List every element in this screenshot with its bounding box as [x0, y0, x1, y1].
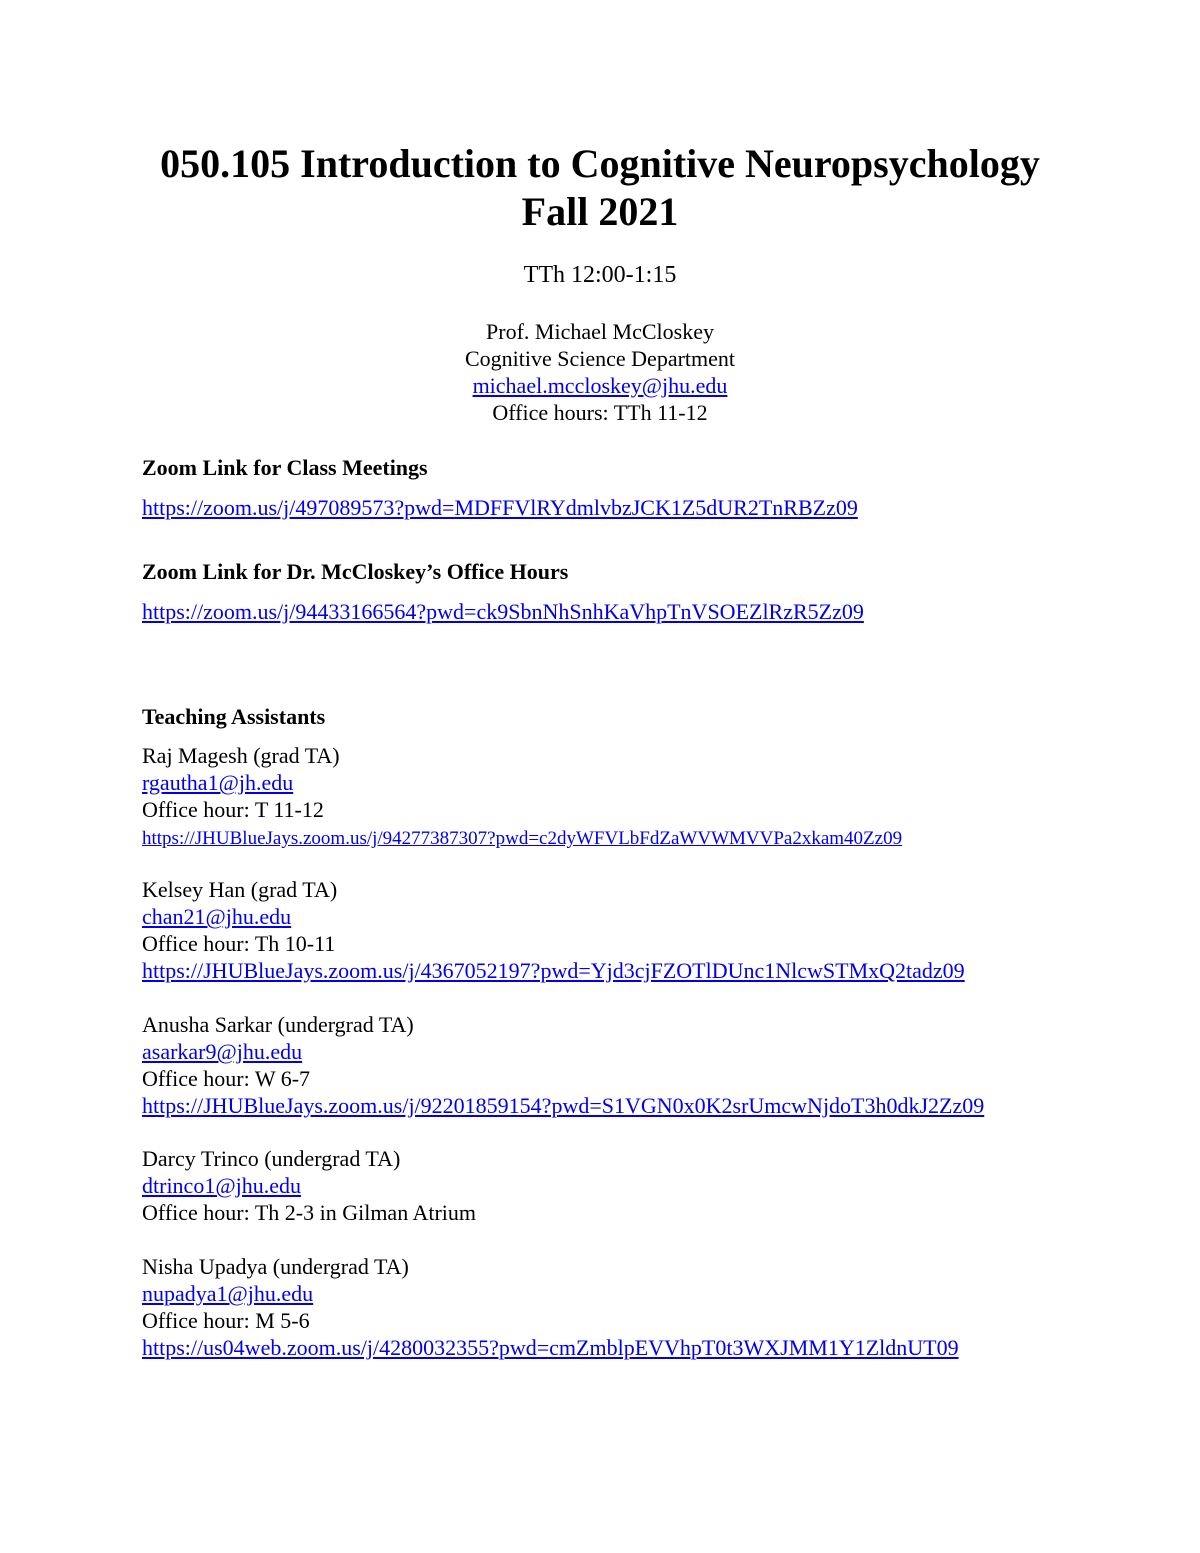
ta-office-hour: Office hour: M 5-6 — [142, 1308, 310, 1333]
ta-office-hour: Office hour: T 11-12 — [142, 797, 324, 822]
ta-email-link[interactable]: asarkar9@jhu.edu — [142, 1039, 303, 1064]
ta-name: Nisha Upadya (undergrad TA) — [142, 1254, 409, 1279]
ta-entry — [142, 1011, 984, 1119]
ta-name: Kelsey Han (grad TA) — [142, 877, 338, 902]
ta-entry — [142, 1145, 476, 1226]
professor-office-hours: Office hours: TTh 11-12 — [492, 400, 708, 425]
ta-entry — [142, 742, 902, 850]
ta-entry — [142, 876, 965, 984]
ta-email-link[interactable]: chan21@jhu.edu — [142, 904, 292, 929]
professor-department: Cognitive Science Department — [464, 346, 736, 371]
professor-info — [0, 318, 1200, 426]
course-term: Fall 2021 — [521, 189, 679, 234]
ta-email-link[interactable]: rgautha1@jh.edu — [142, 770, 294, 795]
ta-name: Anusha Sarkar (undergrad TA) — [142, 1012, 414, 1037]
ta-name: Darcy Trinco (undergrad TA) — [142, 1146, 401, 1171]
office-zoom-link[interactable]: https://zoom.us/j/94433166564?pwd=ck9SbnNhSnhKaVhpTnVSOEZlRzR5Zz09 — [142, 599, 864, 624]
class-zoom-link[interactable]: https://zoom.us/j/497089573?pwd=MDFFVlRYdmlvbzJCK1Z5dUR2TnRBZz09 — [142, 495, 858, 520]
ta-office-hour: Office hour: W 6-7 — [142, 1066, 311, 1091]
class-zoom-heading: Zoom Link for Class Meetings — [142, 455, 428, 480]
class-schedule: TTh 12:00-1:15 — [523, 262, 677, 288]
ta-email-link[interactable]: dtrinco1@jhu.edu — [142, 1173, 301, 1198]
professor-name: Prof. Michael McCloskey — [486, 319, 714, 344]
ta-email-link[interactable]: nupadya1@jhu.edu — [142, 1281, 314, 1306]
ta-office-hour: Office hour: Th 2-3 in Gilman Atrium — [142, 1200, 477, 1225]
office-zoom-heading: Zoom Link for Dr. McCloskey’s Office Hours — [142, 559, 569, 584]
course-title: 050.105 Introduction to Cognitive Neuropsychology — [160, 141, 1040, 186]
ta-entry — [142, 1253, 959, 1361]
ta-zoom-link[interactable]: https://JHUBlueJays.zoom.us/j/94277387307?pwd=c2dyWFVLbFdZaWVWMVVPa2xkam40Zz09 — [142, 828, 903, 849]
ta-name: Raj Magesh (grad TA) — [142, 743, 340, 768]
ta-zoom-link[interactable]: https://JHUBlueJays.zoom.us/j/4367052197?pwd=Yjd3cjFZOTlDUnc1NlcwSTMxQ2tadz09 — [142, 958, 965, 983]
ta-heading: Teaching Assistants — [142, 704, 326, 729]
ta-zoom-link[interactable]: https://JHUBlueJays.zoom.us/j/92201859154?pwd=S1VGN0x0K2srUmcwNjdoT3h0dkJ2Zz09 — [142, 1093, 985, 1118]
ta-office-hour: Office hour: Th 10-11 — [142, 931, 336, 956]
ta-zoom-link[interactable]: https://us04web.zoom.us/j/4280032355?pwd=cmZmblpEVVhpT0t3WXJMM1Y1ZldnUT09 — [142, 1335, 959, 1360]
professor-email-link[interactable]: michael.mccloskey@jhu.edu — [472, 373, 728, 398]
